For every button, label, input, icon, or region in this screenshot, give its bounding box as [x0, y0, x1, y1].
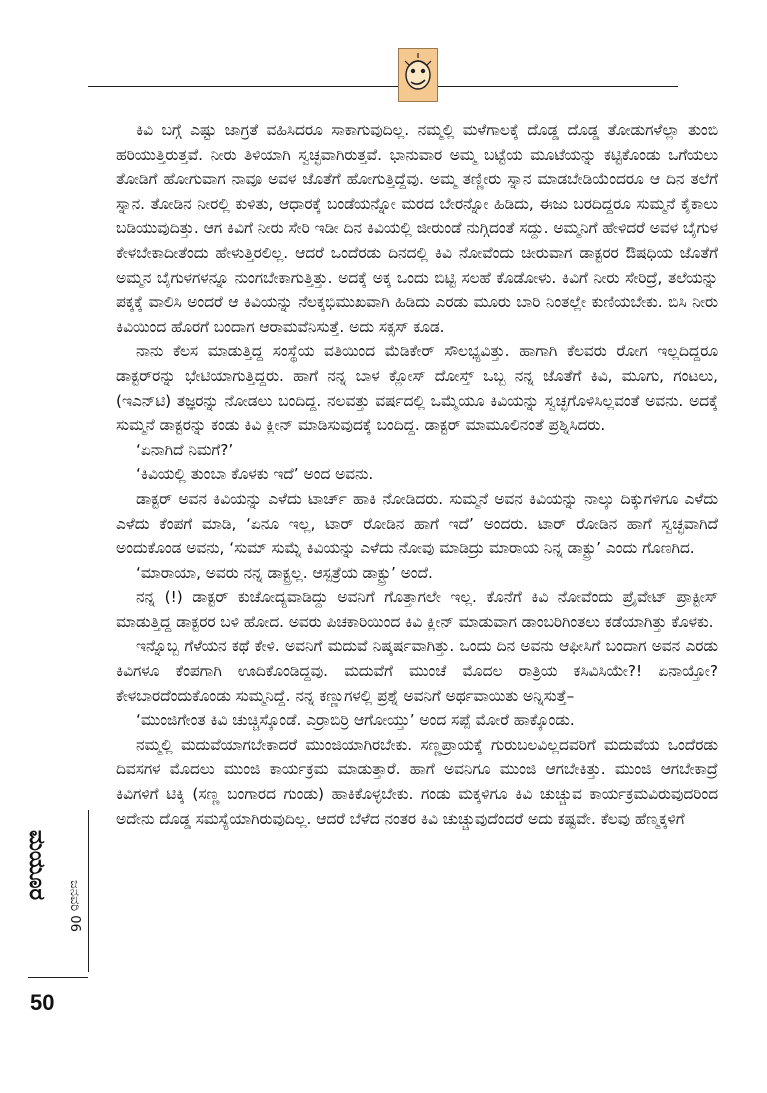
paragraph: ನನ್ನ (!) ಡಾಕ್ಟರ್ ಕುಚೋದ್ಯವಾಡಿದ್ದು ಅವನಿಗೆ ಗೊತ್ತಾಗಲೇ ಇಲ್ಲ. ಕೊನೆಗೆ ಕಿವಿ ನೋವೆಂದು ಪ್ರೈವೇಟ್ ಪ್ರಾಕ್ಟೀಸ್ ಮಾಡುತ್ತಿದ್ದ ಡಾಕ್ಟರರ ಬಳಿ ಹೋದ. ಅವರು ಪಿಚಕಾರಿಯಿಂದ ಕಿವಿ ಕ್ಲೀನ್ ಮಾಡುವಾಗ ಡಾಂಬರಿಗಿಂತಲು ಕಡೆಯಾಗಿತ್ತು ಕೊಳಕು.	[116, 588, 718, 631]
issue-date: ಜನವರಿ 06	[67, 880, 82, 932]
paragraph: ನಾನು ಕೆಲಸ ಮಾಡುತ್ತಿದ್ದ ಸಂಸ್ಥೆಯ ವತಿಯಿಂದ ಮೆಡಿಕೇರ್ ಸೌಲಭ್ಯವಿತ್ತು. ಹಾಗಾಗಿ ಕೆಲವರು ರೋಗ ಇಲ್ಲದಿದ್ದರೂ ಡಾಕ್ಟರ್‌ರನ್ನು ಭೇಟಿಯಾಗುತ್ತಿದ್ದರು. ಹಾಗೆ ನನ್ನ ಬಾಳ ಕ್ಲೋಸ್ ದೋಸ್ತ್ ಒಬ್ಬ ನನ್ನ ಜೊತೆಗೆ ಕಿವಿ, ಮೂಗು, ಗಂಟಲು, (ಇಎನ್‌ಟಿ) ತಜ್ಞರನ್ನು ನೋಡಲು ಬಂದಿದ್ದ. ನಲವತ್ತು ವರ್ಷದಲ್ಲಿ ಒಮ್ಮೆಯೂ ಕಿವಿಯನ್ನು ಸ್ವಚ್ಛಗೊಳಿಸಿಲ್ಲವಂತೆ ಅವನು. ಅದಕ್ಕೆ ಸುಮ್ಮನೆ ಡಾಕ್ಟರನ್ನು ಕಂಡು ಕಿವಿ ಕ್ಲೀನ್ ಮಾಡಿಸುವುದಕ್ಕೆ ಬಂದಿದ್ದ. ಡಾಕ್ಟರ್ ಮಾಮೂಲಿನಂತೆ ಪ್ರಶ್ನಿಸಿದರು.	[116, 342, 718, 435]
page-number: 50	[30, 990, 55, 1015]
header-rule	[88, 86, 678, 87]
article-body	[116, 118, 718, 831]
paragraph: ನಮ್ಮಲ್ಲಿ ಮದುವೆಯಾಗಬೇಕಾದರೆ ಮುಂಜಿಯಾಗಿರಬೇಕು. ಸಣ್ಣಪ್ರಾಯಕ್ಕೆ ಗುರುಬಲವಿಲ್ಲದವರಿಗೆ ಮದುವೆಯ ಒಂದೆರಡು ದಿವಸಗಳ ಮೊದಲು ಮುಂಜಿ ಕಾರ್ಯಕ್ರಮ ಮಾಡುತ್ತಾರೆ. ಹಾಗೆ ಅವನಿಗೂ ಮುಂಜಿ ಆಗಬೇಕಿತ್ತು. ಮುಂಜಿ ಆಗಬೇಕಾದ್ರೆ ಕಿವಿಗಳಿಗೆ ಟಿಕ್ಕಿ (ಸಣ್ಣ ಬಂಗಾರದ ಗುಂಡು) ಹಾಕಿಕೊಳ್ಳಬೇಕು. ಗಂಡು ಮಕ್ಕಳಿಗೂ ಕಿವಿ ಚುಚ್ಚುವ ಕಾರ್ಯಕ್ರಮವಿರುವುದರಿಂದ ಅದೇನು ದೊಡ್ಡ ಸಮಸ್ಯೆಯಾಗಿರುವುದಿಲ್ಲ. ಆದರೆ ಬೆಳೆದ ನಂತರ ಕಿವಿ ಚುಚ್ಚುವುದೆಂದರೆ ಅದು ಕಷ್ಟವೇ. ಕೆಲವು ಹೆಣ್ಮಕ್ಕಳಿಗೆ	[116, 735, 718, 828]
paragraph: ಇನ್ನೊಬ್ಬ ಗೆಳೆಯನ ಕಥೆ ಕೇಳಿ. ಅವನಿಗೆ ಮದುವೆ ನಿಷ್ಕರ್ಷವಾಗಿತ್ತು. ಒಂದು ದಿನ ಅವನು ಆಫೀಸಿಗೆ ಬಂದಾಗ ಅವನ ಎರಡು ಕಿವಿಗಳೂ ಕೆಂಪಗಾಗಿ ಊದಿಕೊಂಡಿದ್ದವು. ಮದುವೆಗೆ ಮುಂಚೆ ಮೊದಲ ರಾತ್ರಿಯ ಕಸಿವಿಸಿಯೇ?! ಏನಾಯ್ತೋ? ಕೇಳಬಾರದೆಂದುಕೊಂಡು ಸುಮ್ಮನಿದ್ದೆ. ನನ್ನ ಕಣ್ಣುಗಳಲ್ಲಿ ಪ್ರಶ್ನೆ ಅವನಿಗೆ ಅರ್ಥವಾಯಿತು ಅನ್ನಿಸುತ್ತೆ–	[116, 637, 718, 705]
paragraph: ‘ಕಿವಿಯಲ್ಲಿ ತುಂಬಾ ಕೊಳಕು ಇದೆ’ ಅಂದ ಅವನು.	[136, 465, 374, 484]
cartoon-face-icon	[398, 48, 438, 102]
paragraph: ‘ಮುಂಜಿಗೇಂತ ಕಿವಿ ಚುಚ್ಚಿಸ್ಕೊಂಡೆ. ಎರ‍್ರಾಬಿರ‍್ರಿ ಆಗೋಯ್ತು’ ಅಂದ ಸಪ್ಪೆ ಮೋರೆ ಹಾಕ್ಕೊಂಡು.	[136, 711, 575, 730]
paragraph: ಕಿವಿ ಬಗ್ಗೆ ಎಷ್ಟು ಜಾಗ್ರತೆ ವಹಿಸಿದರೂ ಸಾಕಾಗುವುದಿಲ್ಲ. ನಮ್ಮಲ್ಲಿ ಮಳೆಗಾಲಕ್ಕೆ ದೊಡ್ಡ ದೊಡ್ಡ ತೋಡುಗಳೆಲ್ಲಾ ತುಂಬಿ ಹರಿಯುತ್ತಿರುತ್ತವೆ. ನೀರು ತಿಳಿಯಾಗಿ ಸ್ವಚ್ಛವಾಗಿರುತ್ತವೆ. ಭಾನುವಾರ ಅಮ್ಮ ಬಟ್ಟೆಯ ಮೂಟೆಯನ್ನು ಕಟ್ಟಿಕೊಂಡು ಒಗೆಯಲು ತೋಡಿಗೆ ಹೋಗುವಾಗ ನಾವೂ ಅವಳ ಜೊತೆಗೆ ಹೋಗುತ್ತಿದ್ದೆವು. ಅಮ್ಮ ತಣ್ಣೀರು ಸ್ನಾನ ಮಾಡಬೇಡಿಯೆಂದರೂ ಆ ದಿನ ತಲೆಗೆ ಸ್ನಾನ. ತೋಡಿನ ನೀರಲ್ಲಿ ಕುಳಿತು, ಆಧಾರಕ್ಕೆ ಬಂಡೆಯನ್ನೋ ಮರದ ಬೇರನ್ನೋ ಹಿಡಿದು, ಈಜು ಬರದಿದ್ದರೂ ಸುಮ್ಮನೆ ಕೈಕಾಲು ಬಡಿಯುವುದಿತ್ತು. ಆಗ ಕಿವಿಗೆ ನೀರು ಸೇರಿ ಇಡೀ ದಿನ ಕಿವಿಯಲ್ಲಿ ಜೀರುಂಡೆ ನುಗ್ಗಿದಂತೆ ಸದ್ದು. ಅಮ್ಮನಿಗೆ ಹೇಳಿದರೆ ಅವಳ ಬೈಗುಳ ಕೇಳಬೇಕಾದೀತೆಂದು ಹೇಳುತ್ತಿರಲಿಲ್ಲ. ಆದರೆ ಒಂದೆರಡು ದಿನದಲ್ಲಿ ಕಿವಿ ನೋವೆಂದು ಚೀರುವಾಗ ಡಾಕ್ಟರರ ಔಷಧಿಯ ಜೊತೆಗೆ ಅಮ್ಮನ ಬೈಗುಳಗಳನ್ನೂ ನುಂಗಬೇಕಾಗುತ್ತಿತ್ತು. ಅದಕ್ಕೆ ಅಕ್ಕ ಒಂದು ಬಿಟ್ಟಿ ಸಲಹೆ ಕೊಡೋಳು. ಕಿವಿಗೆ ನೀರು ಸೇರಿದ್ರೆ, ತಲೆಯನ್ನು ಪಕ್ಕಕ್ಕೆ ವಾಲಿಸಿ ಅಂದರೆ ಆ ಕಿವಿಯನ್ನು ನೆಲಕ್ಕಭಿಮುಖವಾಗಿ ಹಿಡಿದು ಎರಡು ಮೂರು ಬಾರಿ ನಿಂತಲ್ಲೇ ಕುಣಿಯಬೇಕು. ಬಿಸಿ ನೀರು ಕಿವಿಯಿಂದ ಹೊರಗೆ ಬಂದಾಗ ಆರಾಮವೆನಿಸುತ್ತೆ. ಅದು ಸಕ್ಸಸ್ ಕೂಡ.	[116, 121, 718, 336]
paragraph: ‘ಮಾರಾಯಾ, ಅವರು ನನ್ನ ಡಾಕ್ಟ್ರಲ್ಲ. ಆಸ್ಪತ್ರೆಯ ಡಾಕ್ಟ್ರು’ ಅಂದೆ.	[136, 563, 433, 582]
magazine-name: ಮಯೂರ	[24, 830, 50, 901]
sidebar-rule	[88, 810, 89, 972]
paragraph: ಡಾಕ್ಟರ್ ಅವನ ಕಿವಿಯನ್ನು ಎಳೆದು ಟಾರ್ಚ್ ಹಾಕಿ ನೋಡಿದರು. ಸುಮ್ಮನೆ ಅವನ ಕಿವಿಯನ್ನು ನಾಲ್ಕು ದಿಕ್ಕುಗಳಿಗೂ ಎಳೆದು ಎಳೆದು ಕೆಂಪಗೆ ಮಾಡಿ, ‘ಏನೂ ಇಲ್ಲ, ಟಾರ್ ರೋಡಿನ ಹಾಗೆ ಇದೆ’ ಅಂದರು. ಟಾರ್ ರೋಡಿನ ಹಾಗೆ ಸ್ವಚ್ಛವಾಗಿದೆ ಅಂದುಕೊಂಡ ಅವನು, ‘ಸುಮ್ ಸುಮ್ನೆ ಕಿವಿಯನ್ನು ಎಳೆದು ನೋವು ಮಾಡಿದ್ರು ಮಾರಾಯ ನಿನ್ನ ಡಾಕ್ಟ್ರು’ ಎಂದು ಗೊಣಗಿದ.	[116, 489, 718, 558]
footer-rule	[28, 977, 88, 978]
paragraph: ‘ಏನಾಗಿದೆ ನಿಮಗೆ?’	[136, 440, 234, 459]
